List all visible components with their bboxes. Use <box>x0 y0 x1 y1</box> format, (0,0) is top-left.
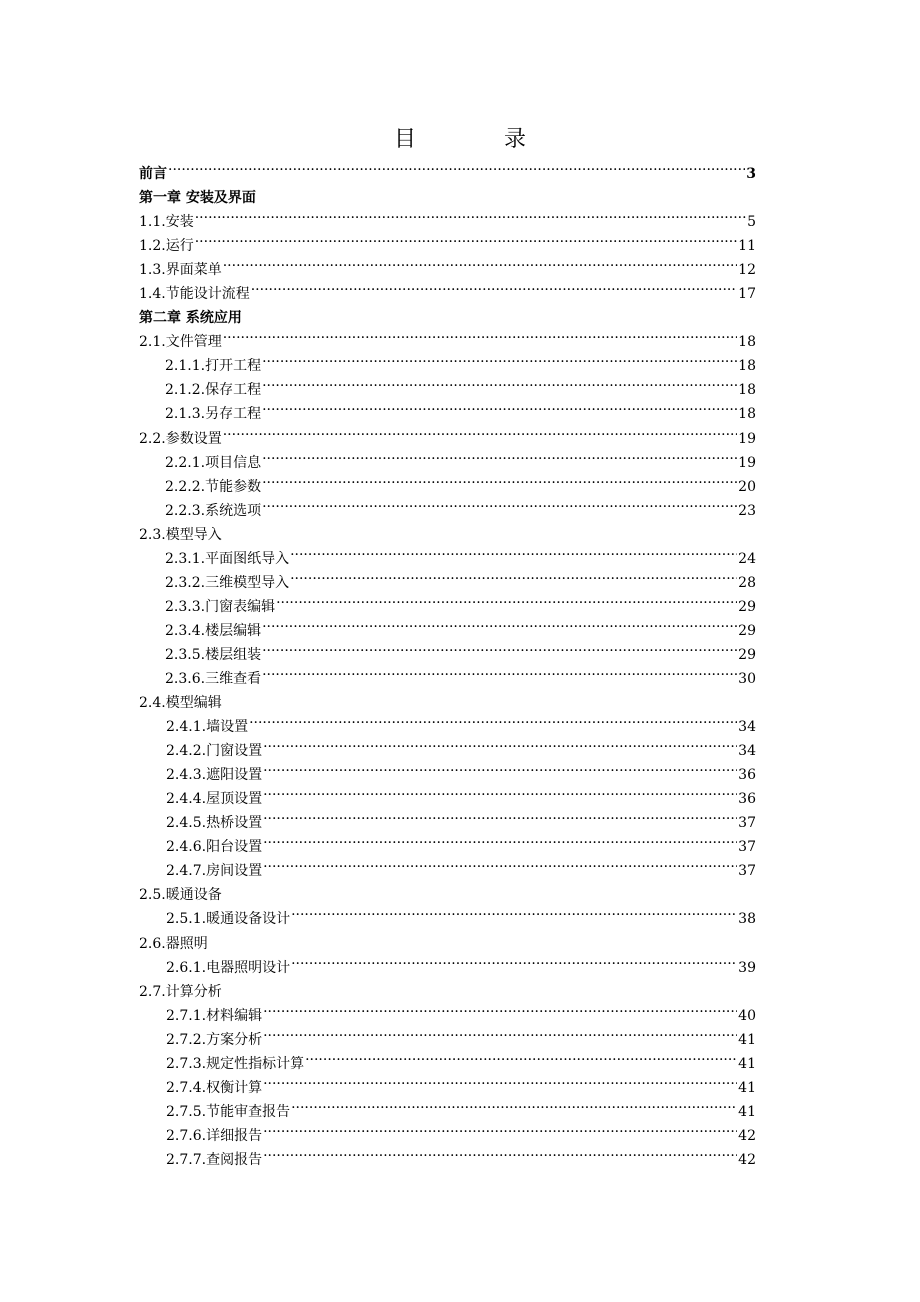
toc-dot-leader <box>249 717 737 731</box>
toc-dot-leader <box>291 1102 737 1116</box>
toc-entry-label: 1.1.安装 <box>139 214 194 231</box>
toc-title-part2: 录 <box>504 127 527 152</box>
toc-entry[interactable] <box>139 763 756 787</box>
toc-entry[interactable] <box>139 330 756 354</box>
toc-entry-label: 2.1.3.另存工程 <box>165 406 262 423</box>
toc-entry-label: 2.3.1.平面图纸导入 <box>165 550 290 567</box>
toc-entry-page-number: 40 <box>738 1007 756 1024</box>
toc-entry-page-number: 42 <box>738 1127 756 1144</box>
toc-entry[interactable] <box>139 1124 756 1148</box>
toc-entry[interactable] <box>139 811 756 835</box>
toc-entry-page-number: 23 <box>738 502 756 519</box>
toc-dot-leader <box>262 621 737 635</box>
toc-entry-page-number: 36 <box>738 767 756 784</box>
toc-entry-page-number: 36 <box>738 791 756 808</box>
toc-dot-leader <box>168 164 745 178</box>
toc-dot-leader <box>223 332 737 346</box>
toc-entry[interactable] <box>139 282 756 306</box>
toc-dot-leader <box>263 861 737 875</box>
toc-entry-label: 2.6.1.电器照明设计 <box>166 959 291 976</box>
toc-entry[interactable] <box>139 402 756 426</box>
toc-entry-page-number: 41 <box>738 1055 756 1072</box>
toc-entry-page-number: 30 <box>738 670 756 687</box>
toc-dot-leader <box>195 236 737 250</box>
toc-entry-label: 2.7.6.详细报告 <box>166 1127 263 1144</box>
toc-entry-label: 1.3.界面菜单 <box>139 262 222 279</box>
toc-dot-leader <box>291 958 737 972</box>
toc-entry-label: 2.4.2.门窗设置 <box>166 743 263 760</box>
toc-entry[interactable] <box>139 787 756 811</box>
toc-entry-label: 2.7.7.查阅报告 <box>166 1151 263 1168</box>
toc-entry[interactable] <box>139 547 756 571</box>
toc-entry-label: 2.4.5.热桥设置 <box>166 815 263 832</box>
toc-entry[interactable] <box>139 354 756 378</box>
toc-entry-label: 2.4.6.阳台设置 <box>166 839 263 856</box>
toc-entry-label: 2.3.6.三维查看 <box>165 670 262 687</box>
toc-dot-leader <box>223 260 737 274</box>
toc-entry-page-number: 41 <box>738 1079 756 1096</box>
toc-entry-label: 2.2.参数设置 <box>139 430 222 447</box>
table-of-contents <box>139 162 756 1172</box>
toc-title <box>0 122 920 153</box>
toc-dot-leader <box>291 909 737 923</box>
toc-entry[interactable] <box>139 932 756 956</box>
toc-dot-leader <box>263 1126 737 1140</box>
toc-dot-leader <box>263 789 737 803</box>
toc-entry[interactable] <box>139 907 756 931</box>
toc-entry[interactable] <box>139 859 756 883</box>
toc-entry[interactable] <box>139 523 756 547</box>
toc-entry[interactable] <box>139 1100 756 1124</box>
toc-entry-label: 2.3.4.楼层编辑 <box>165 622 262 639</box>
toc-dot-leader <box>262 453 737 467</box>
toc-entry[interactable] <box>139 691 756 715</box>
toc-entry-page-number: 41 <box>738 1031 756 1048</box>
toc-entry-label: 2.4.7.房间设置 <box>166 863 263 880</box>
toc-entry-page-number: 29 <box>738 598 756 615</box>
toc-entry-page-number: 29 <box>738 646 756 663</box>
toc-dot-leader <box>262 501 737 515</box>
toc-entry-label: 2.1.2.保存工程 <box>165 382 262 399</box>
toc-entry-label: 2.2.3.系统选项 <box>165 502 262 519</box>
toc-entry[interactable] <box>139 378 756 402</box>
toc-dot-leader <box>223 429 737 443</box>
toc-entry-page-number: 17 <box>738 286 756 303</box>
toc-entry[interactable] <box>139 306 756 330</box>
toc-entry-label: 2.5.1.暖通设备设计 <box>166 911 291 928</box>
toc-entry-label: 2.1.1.打开工程 <box>165 358 262 375</box>
toc-entry-label: 第二章 系统应用 <box>139 310 242 327</box>
toc-entry[interactable] <box>139 1148 756 1172</box>
toc-entry-page-number: 18 <box>738 406 756 423</box>
toc-dot-leader <box>290 549 737 563</box>
toc-dot-leader <box>263 765 737 779</box>
toc-entry[interactable] <box>139 234 756 258</box>
toc-entry-label: 2.1.文件管理 <box>139 334 222 351</box>
toc-dot-leader <box>251 284 737 298</box>
toc-entry[interactable] <box>139 186 756 210</box>
toc-entry[interactable] <box>139 643 756 667</box>
toc-entry-page-number: 18 <box>738 382 756 399</box>
toc-entry-label: 2.3.3.门窗表编辑 <box>165 598 276 615</box>
toc-entry[interactable] <box>139 427 756 451</box>
toc-entry-label: 2.4.4.屋顶设置 <box>166 791 263 808</box>
toc-dot-leader <box>262 404 737 418</box>
toc-dot-leader <box>262 477 737 491</box>
toc-entry-label: 2.7.计算分析 <box>139 983 222 1000</box>
toc-entry-label: 前言 <box>139 166 167 182</box>
toc-dot-leader <box>263 813 737 827</box>
toc-entry-label: 2.3.模型导入 <box>139 526 222 543</box>
toc-entry-page-number: 20 <box>738 478 756 495</box>
toc-entry[interactable] <box>139 162 756 186</box>
toc-entry-page-number: 12 <box>738 262 756 279</box>
toc-entry[interactable] <box>139 1004 756 1028</box>
toc-entry-label: 2.7.2.方案分析 <box>166 1031 263 1048</box>
toc-dot-leader <box>290 573 737 587</box>
toc-entry[interactable] <box>139 667 756 691</box>
toc-entry-label: 2.7.5.节能审查报告 <box>166 1103 291 1120</box>
toc-dot-leader <box>262 669 737 683</box>
toc-entry[interactable] <box>139 956 756 980</box>
toc-dot-leader <box>262 645 737 659</box>
toc-entry-label: 2.7.4.权衡计算 <box>166 1079 263 1096</box>
toc-entry[interactable] <box>139 595 756 619</box>
toc-entry-label: 2.2.1.项目信息 <box>165 454 262 471</box>
toc-entry[interactable] <box>139 739 756 763</box>
toc-entry-page-number: 37 <box>738 839 756 856</box>
toc-entry[interactable] <box>139 210 756 234</box>
toc-dot-leader <box>263 1078 737 1092</box>
toc-dot-leader <box>262 380 737 394</box>
toc-entry-label: 2.4.1.墙设置 <box>166 719 249 736</box>
toc-entry-label: 2.5.暖通设备 <box>139 887 222 904</box>
toc-entry-page-number: 37 <box>738 815 756 832</box>
toc-entry[interactable] <box>139 571 756 595</box>
toc-entry-page-number: 19 <box>738 430 756 447</box>
toc-entry[interactable] <box>139 835 756 859</box>
toc-entry[interactable] <box>139 883 756 907</box>
toc-dot-leader <box>263 1006 737 1020</box>
toc-entry[interactable] <box>139 1052 756 1076</box>
toc-entry[interactable] <box>139 499 756 523</box>
toc-entry-label: 2.4.3.遮阳设置 <box>166 767 263 784</box>
toc-entry-page-number: 34 <box>738 743 756 760</box>
toc-entry-label: 2.4.模型编辑 <box>139 695 222 712</box>
toc-entry[interactable] <box>139 980 756 1004</box>
toc-entry[interactable] <box>139 715 756 739</box>
toc-entry-page-number: 24 <box>738 550 756 567</box>
toc-entry-page-number: 18 <box>738 358 756 375</box>
toc-dot-leader <box>305 1054 737 1068</box>
toc-entry-page-number: 34 <box>738 719 756 736</box>
toc-entry-label: 1.2.运行 <box>139 238 194 255</box>
toc-entry-page-number: 39 <box>738 959 756 976</box>
toc-dot-leader <box>276 597 737 611</box>
toc-entry-page-number: 19 <box>738 454 756 471</box>
toc-entry-label: 2.7.3.规定性指标计算 <box>166 1055 305 1072</box>
toc-entry[interactable] <box>139 1076 756 1100</box>
toc-entry[interactable] <box>139 619 756 643</box>
toc-entry-page-number: 41 <box>738 1103 756 1120</box>
toc-dot-leader <box>263 1150 737 1164</box>
toc-entry-page-number: 3 <box>746 166 756 182</box>
toc-entry-label: 1.4.节能设计流程 <box>139 286 250 303</box>
toc-entry[interactable] <box>139 475 756 499</box>
toc-title-part1: 目 <box>393 127 416 152</box>
toc-entry-page-number: 29 <box>738 622 756 639</box>
toc-entry-page-number: 37 <box>738 863 756 880</box>
toc-dot-leader <box>263 837 737 851</box>
toc-entry[interactable] <box>139 1028 756 1052</box>
toc-entry-page-number: 5 <box>747 214 756 231</box>
toc-entry-page-number: 28 <box>738 574 756 591</box>
toc-entry-page-number: 38 <box>738 911 756 928</box>
toc-dot-leader <box>262 356 737 370</box>
toc-entry-label: 第一章 安装及界面 <box>139 190 256 207</box>
toc-dot-leader <box>195 212 746 226</box>
toc-entry[interactable] <box>139 258 756 282</box>
toc-entry-page-number: 42 <box>738 1151 756 1168</box>
toc-entry-page-number: 18 <box>738 334 756 351</box>
toc-entry-label: 2.6.器照明 <box>139 935 208 952</box>
toc-entry-label: 2.3.2.三维模型导入 <box>165 574 290 591</box>
toc-dot-leader <box>263 1030 737 1044</box>
toc-entry-label: 2.3.5.楼层组装 <box>165 646 262 663</box>
toc-entry-page-number: 11 <box>738 238 756 255</box>
toc-entry-label: 2.7.1.材料编辑 <box>166 1007 263 1024</box>
toc-dot-leader <box>263 741 737 755</box>
toc-entry[interactable] <box>139 451 756 475</box>
toc-entry-label: 2.2.2.节能参数 <box>165 478 262 495</box>
